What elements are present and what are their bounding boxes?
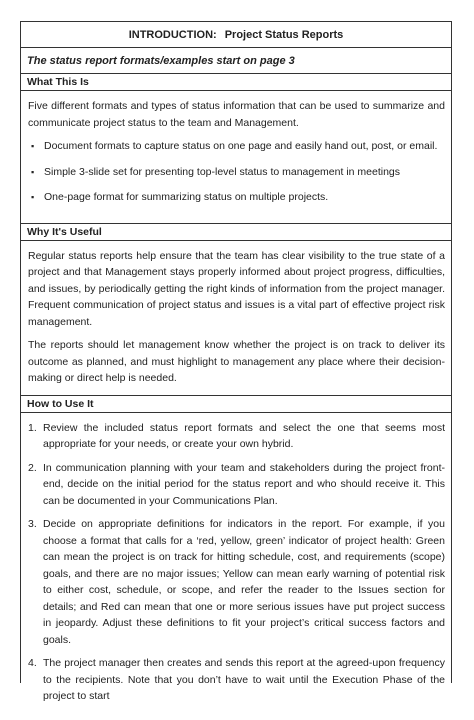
list-item: ▪ One-page format for summarizing status on multiple projects. [28, 189, 445, 206]
section-body-what [21, 91, 451, 224]
list-item: 1. Review the included status report formats and select the one that seems most appropriate for your needs, or create your own hybrid. [28, 421, 445, 450]
list-item: ▪ Document formats to capture status on one page and easily hand out, post, or email. [28, 138, 445, 155]
section-heading-what: What This Is [21, 74, 451, 91]
section-heading-how: How to Use It [21, 396, 451, 413]
page-title: Project Status Reports [224, 28, 344, 41]
step-number: 2. [28, 461, 37, 474]
title-row [21, 22, 451, 48]
list-item: ▪ Simple 3-slide set for presenting top-level status to management in meetings [28, 164, 445, 181]
why-paragraph: The reports should let management know whether the project is on track to deliver its outcome as planned, and must highlight to management any place where their decision-making or direct help is needed. [28, 339, 445, 384]
step-number: 4. [28, 657, 37, 669]
section-body-how [21, 413, 451, 720]
list-item: 2. In communication planning with your team and stakeholders during the project front-end, decide on the initial period for the status report and who should receive it. This can be documented in your Communications Plan. [28, 461, 445, 507]
section-heading-why: Why It's Useful [21, 224, 451, 241]
list-item: 4. The project manager then creates and sends this report at the agreed-upon frequency to the recipients. Note that you don’t have to wait until the Execution Phase of the project to start [28, 657, 445, 702]
how-step-list [28, 420, 445, 705]
step-number: 3. [28, 518, 37, 530]
document-frame [20, 21, 452, 702]
what-intro: Five different formats and types of status information that can be used to summarize and communicate project status to the team and Management. [28, 100, 445, 129]
bullet-icon: ▪ [31, 192, 35, 202]
title-label: INTRODUCTION: [128, 28, 217, 41]
step-number: 1. [28, 421, 37, 434]
why-paragraph: Regular status reports help ensure that the team has clear visibility to the true state of a project and that Management stays properly informed about project progress, difficulties, and issues, by periodically getting the right kinds of information from the project manager. Frequent communication of project status and issues is a vital part of effective project risk management. [28, 249, 445, 328]
bullet-icon: ▪ [31, 166, 35, 177]
start-page-note: The status report formats/examples start on page 3 [21, 48, 451, 74]
list-item: 3. Decide on appropriate definitions for indicators in the report. For example, if you choose a format that calls for a ‘red, yellow, green’ indicator of project health: Green can mean the project is on track for hitting schedule, cost, and requirements (scope) goals, and there are no major issues; Yellow can mean early warning of potential risk to either cost, schedule, or scope, and refer the reader to the Issues section for details; and Red can mean that one or more serious issues have put project success in jeopardy. Adjust these definitions to fit your project’s critical success factors and goals. [28, 518, 445, 646]
what-bullet-list [28, 138, 445, 206]
bullet-icon: ▪ [31, 141, 35, 151]
section-body-why [21, 241, 451, 396]
